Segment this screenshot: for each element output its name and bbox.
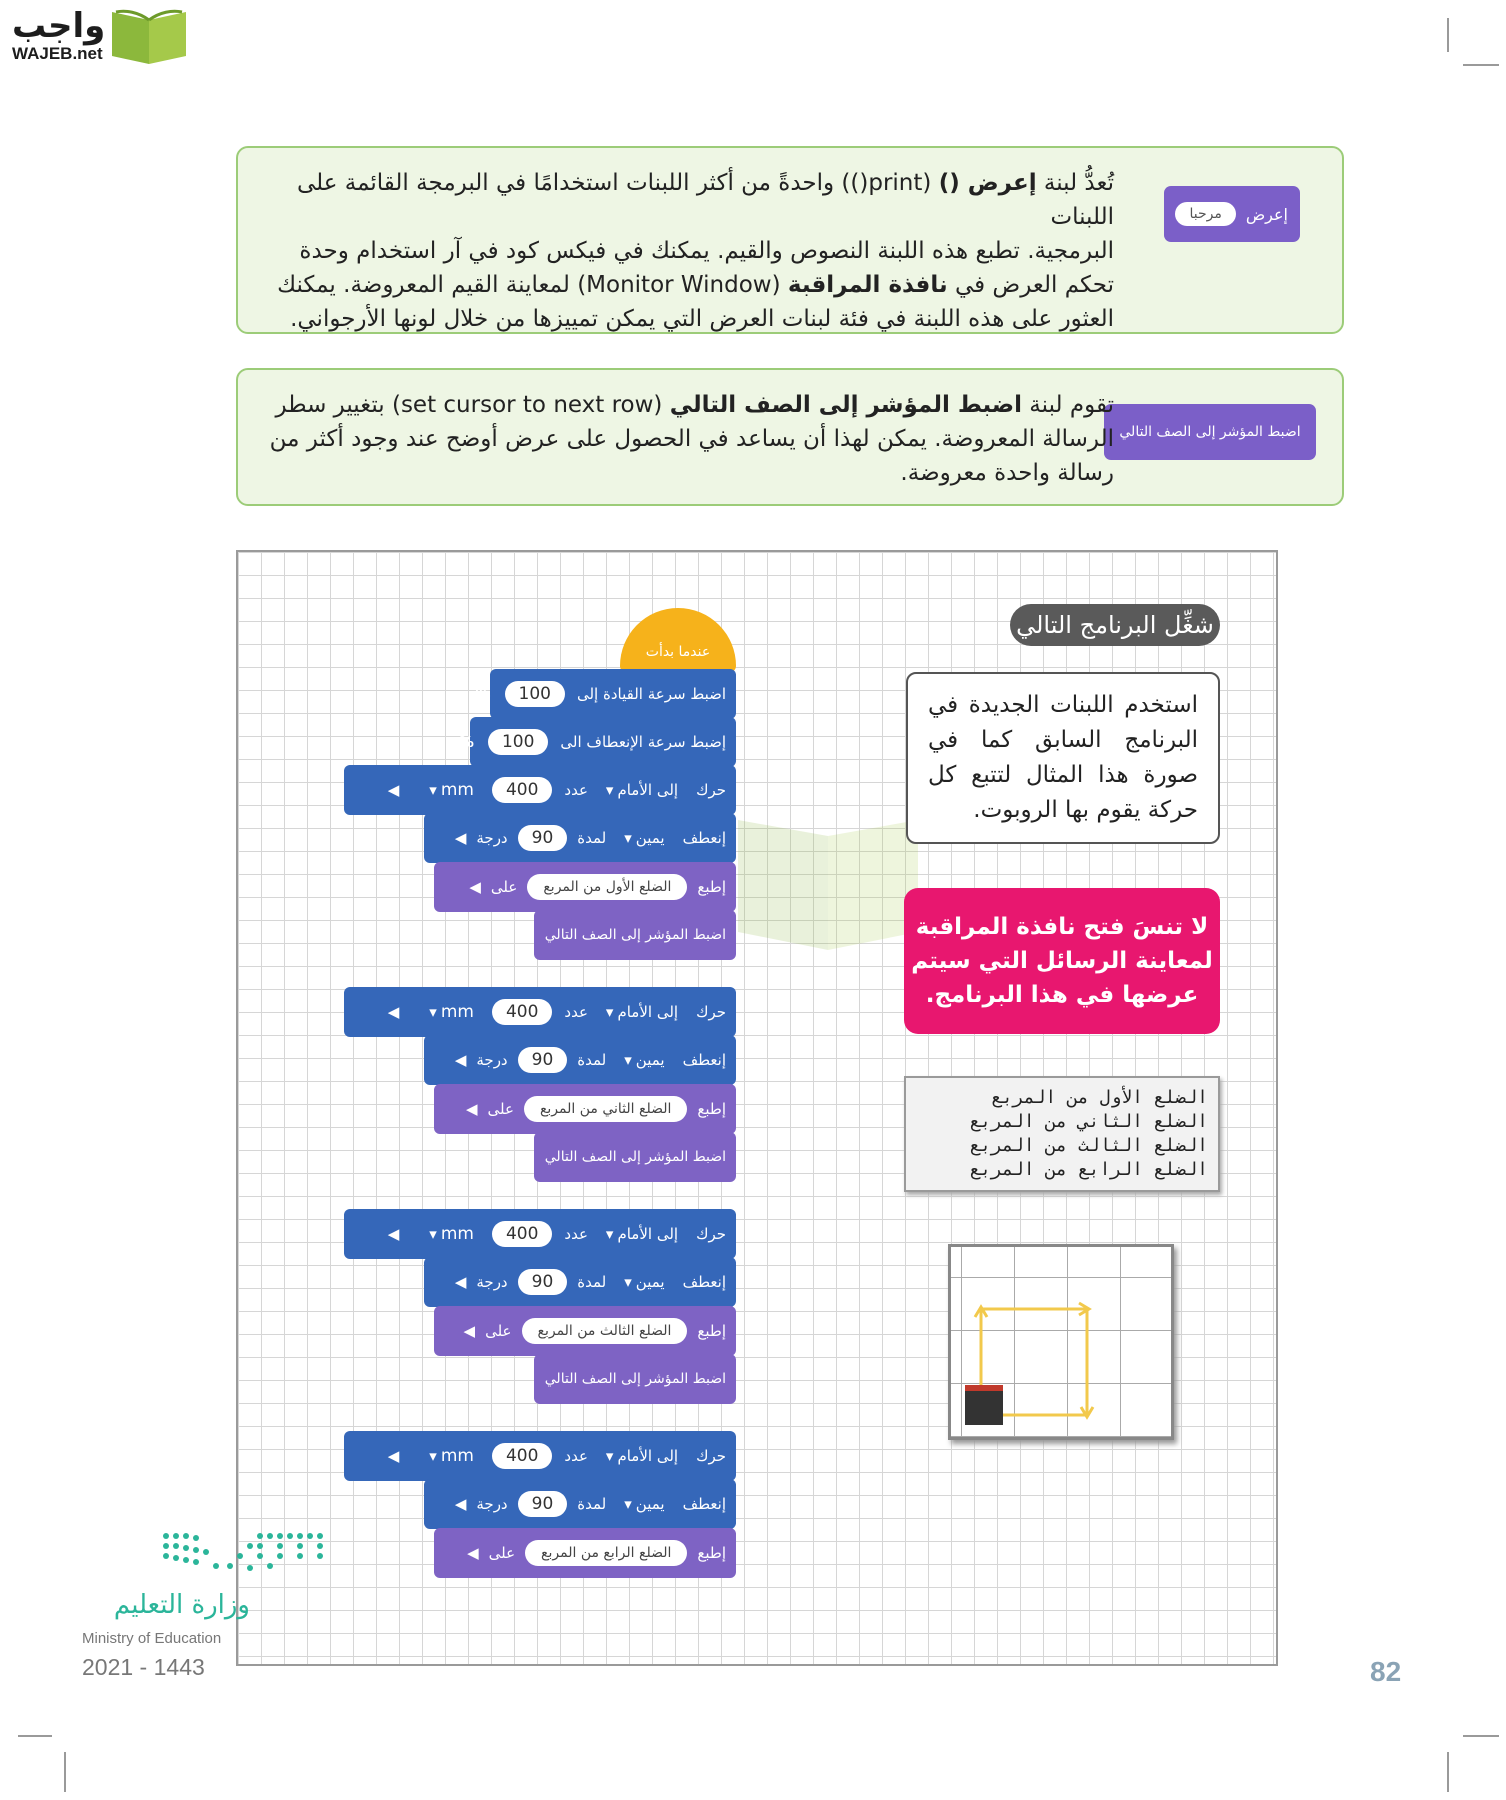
degrees-unit: درجة	[476, 1273, 508, 1292]
print-line-4: العثور على هذه اللبنة في فئة لبنات العرض التي يمكن تمييزها من خلال لونها الأرجواني.	[290, 306, 1114, 332]
by-label: لمدة	[577, 1273, 607, 1292]
vision-dots-icon	[160, 1530, 330, 1580]
print-block[interactable]	[1164, 186, 1300, 242]
reminder-line-3: عرضها في هذا البرنامج.	[925, 982, 1199, 1008]
hat-label: عندما بدأت	[645, 644, 711, 660]
turn-right-block[interactable]	[424, 1035, 736, 1085]
dropdown-arrow-icon: ▾	[429, 781, 437, 799]
degrees-value[interactable]: 90	[518, 1269, 568, 1295]
program-panel	[236, 550, 1278, 1666]
turn-speed-unit: %	[458, 733, 474, 751]
turn-label: إنعطف	[682, 1273, 726, 1292]
print-label: إطبع	[697, 877, 726, 896]
degrees-value[interactable]: 90	[518, 1047, 568, 1073]
distance-value[interactable]: 400	[492, 1221, 552, 1247]
degrees-value[interactable]: 90	[518, 825, 568, 851]
turn-speed-label: إضبط سرعة الإنعطاف الى	[560, 733, 726, 751]
robot-icon	[965, 1385, 1003, 1425]
when-started-hat-block[interactable]	[620, 608, 736, 672]
print-label: إطبع	[697, 1321, 726, 1340]
set-turn-speed-block[interactable]	[458, 717, 736, 767]
run-title	[1010, 604, 1220, 646]
ministry-year: 2021 - 1443	[82, 1654, 205, 1680]
cursor-block[interactable]	[1104, 404, 1316, 460]
cursor-label: اضبط المؤشر إلى الصف التالي	[544, 1148, 726, 1165]
cursor-description	[268, 388, 1114, 490]
expand-arrow-icon[interactable]: ◀	[467, 1543, 479, 1562]
direction-dropdown[interactable]: إلى الأمام	[617, 1225, 679, 1243]
dropdown-arrow-icon: ▾	[429, 1447, 437, 1465]
drive-label: حرك	[696, 1447, 726, 1465]
side-dropdown[interactable]: يمين	[635, 1495, 665, 1514]
direction-dropdown[interactable]: إلى الأمام	[617, 1003, 679, 1021]
unit-dropdown[interactable]: mm	[440, 1002, 474, 1022]
side-dropdown[interactable]: يمين	[635, 1273, 665, 1292]
expand-arrow-icon[interactable]: ◀	[454, 1495, 467, 1514]
crop-mark	[1447, 1752, 1449, 1792]
print-text-value[interactable]: الضلع الأول من المربع	[527, 874, 687, 900]
on-label: على	[488, 1543, 516, 1562]
turn-speed-value[interactable]: 100	[488, 729, 548, 755]
expand-arrow-icon[interactable]: ◀	[463, 1321, 476, 1340]
drive-label: حرك	[696, 1225, 726, 1243]
turn-right-block[interactable]	[424, 1479, 736, 1529]
by-label: لمدة	[577, 1495, 607, 1514]
crop-mark	[1463, 64, 1499, 66]
print-bold-name: إعرض ()	[938, 170, 1037, 196]
cursor-label: اضبط المؤشر إلى الصف التالي	[544, 1370, 726, 1387]
direction-dropdown[interactable]: إلى الأمام	[617, 1447, 679, 1465]
cursor-lead: تقوم لبنة	[1029, 392, 1114, 418]
drive-speed-value[interactable]: 100	[505, 681, 565, 707]
unit-dropdown[interactable]: mm	[440, 1446, 474, 1466]
side-dropdown[interactable]: يمين	[635, 1051, 665, 1070]
cursor-line-3: رسالة واحدة معروضة.	[900, 460, 1114, 486]
print-line-3-bold: نافذة المراقبة	[787, 272, 948, 298]
expand-arrow-icon[interactable]: ◀	[387, 1447, 400, 1465]
cursor-label: اضبط المؤشر إلى الصف التالي	[544, 926, 726, 943]
print-text-block[interactable]	[434, 1084, 736, 1134]
ministry-logo	[80, 1530, 340, 1690]
crop-mark	[64, 1752, 66, 1792]
ministry-arabic: وزارة التعليم	[113, 1590, 250, 1620]
drive-speed-unit: %	[475, 685, 491, 703]
print-rest-1: (print()) واحدةً من أكثر اللبنات استخدامًا في البرمجة القائمة على اللبنات	[296, 170, 1114, 230]
degrees-value[interactable]: 90	[518, 1491, 568, 1517]
turn-label: إنعطف	[682, 1495, 726, 1514]
page-number: 82	[1370, 1656, 1402, 1687]
logo-latin: WAJEB.net	[12, 44, 103, 63]
print-text-value[interactable]: الضلع الرابع من المربع	[525, 1540, 687, 1566]
unit-dropdown[interactable]: mm	[440, 1224, 474, 1244]
cursor-line-2: الرسالة المعروضة. يمكن لهذا أن يساعد في الحصول على عرض أوضح عند وجود أكثر من	[269, 426, 1114, 452]
degrees-unit: درجة	[476, 1495, 508, 1514]
drive-label: حرك	[696, 781, 726, 799]
print-text-block[interactable]	[434, 1528, 736, 1578]
print-lead: تُعدُّ لبنة	[1043, 170, 1114, 196]
dropdown-arrow-icon: ▾	[624, 1495, 632, 1514]
expand-arrow-icon[interactable]: ◀	[454, 829, 467, 848]
monitor-reminder	[904, 888, 1220, 1034]
print-text-value[interactable]: الضلع الثاني من المربع	[524, 1096, 687, 1122]
degrees-unit: درجة	[476, 829, 508, 848]
drive-label: حرك	[696, 1003, 726, 1021]
by-label: لمدة	[577, 1051, 607, 1070]
cursor-bold-name: اضبط المؤشر إلى الصف التالي	[669, 392, 1022, 418]
distance-value[interactable]: 400	[492, 1443, 552, 1469]
for-label: عدد	[564, 1003, 588, 1021]
unit-dropdown[interactable]: mm	[440, 780, 474, 800]
for-label: عدد	[564, 1225, 588, 1243]
print-label: إطبع	[697, 1099, 726, 1118]
print-line-2: البرمجية. تطبع هذه اللبنة النصوص والقيم. يمكنك في فيكس كود في آر استخدام وحدة	[299, 238, 1114, 264]
playground-simulation	[948, 1244, 1174, 1440]
dropdown-arrow-icon: ▾	[624, 1051, 632, 1070]
on-label: على	[490, 877, 518, 896]
cursor-rest-1: (set cursor to next row) بتغيير سطر	[275, 392, 663, 418]
drive-speed-label: اضبط سرعة القيادة إلى	[576, 685, 726, 703]
drive-forward-block[interactable]	[344, 1209, 736, 1259]
print-block-value[interactable]: مرحبا	[1175, 202, 1235, 226]
turn-label: إنعطف	[682, 829, 726, 848]
distance-value[interactable]: 400	[492, 999, 552, 1025]
dropdown-arrow-icon: ▾	[605, 1225, 614, 1243]
watermark-book-icon	[728, 812, 928, 952]
cursor-block-label: اضبط المؤشر إلى الصف التالي	[1119, 424, 1301, 440]
for-label: عدد	[564, 1447, 588, 1465]
book-icon	[108, 6, 190, 66]
print-text-value[interactable]: الضلع الثالث من المربع	[522, 1318, 688, 1344]
dropdown-arrow-icon: ▾	[429, 1225, 437, 1243]
print-label: إطبع	[697, 1543, 726, 1562]
crop-mark	[1463, 1735, 1499, 1737]
tip-text: استخدم اللبنات الجديدة في البرنامج السابق كما في صورة هذا المثال لتتبع كل حركة يقوم بها الروبوت.	[928, 692, 1198, 823]
print-text-block[interactable]	[434, 1306, 736, 1356]
direction-dropdown[interactable]: إلى الأمام	[617, 781, 679, 799]
expand-arrow-icon[interactable]: ◀	[454, 1273, 467, 1292]
degrees-unit: درجة	[476, 1051, 508, 1070]
monitor-window	[904, 1076, 1220, 1192]
by-label: لمدة	[577, 829, 607, 848]
drive-forward-block[interactable]	[344, 987, 736, 1037]
set-cursor-next-row-block[interactable]	[534, 1354, 736, 1404]
print-block-label: إعرض	[1245, 204, 1288, 224]
monitor-line: الضلع الثالث من المربع	[969, 1135, 1208, 1156]
crop-mark	[18, 1735, 52, 1737]
print-line-3a: تحكم العرض في	[954, 272, 1114, 298]
reminder-line-2: لمعاينة الرسائل التي سيتم	[911, 948, 1213, 974]
for-label: عدد	[564, 781, 588, 799]
monitor-line: الضلع الرابع من المربع	[969, 1159, 1208, 1180]
drive-forward-block[interactable]	[344, 765, 736, 815]
expand-arrow-icon[interactable]: ◀	[387, 1225, 400, 1243]
cursor-info-box	[236, 368, 1344, 506]
dropdown-arrow-icon: ▾	[605, 1447, 614, 1465]
dropdown-arrow-icon: ▾	[605, 1003, 614, 1021]
on-label: على	[487, 1099, 514, 1118]
turn-label: إنعطف	[682, 1051, 726, 1070]
ministry-english: Ministry of Education	[82, 1630, 222, 1647]
expand-arrow-icon[interactable]: ◀	[454, 1051, 467, 1070]
expand-arrow-icon[interactable]: ◀	[387, 1003, 400, 1021]
drive-forward-block[interactable]	[344, 1431, 736, 1481]
expand-arrow-icon[interactable]: ◀	[469, 877, 481, 896]
expand-arrow-icon[interactable]: ◀	[387, 781, 400, 799]
dropdown-arrow-icon: ▾	[429, 1003, 437, 1021]
monitor-line: الضلع الثاني من المربع	[969, 1111, 1208, 1132]
wajeb-logo	[10, 6, 190, 68]
expand-arrow-icon[interactable]: ◀	[465, 1099, 478, 1118]
turn-right-block[interactable]	[424, 1257, 736, 1307]
set-drive-speed-block[interactable]	[475, 669, 736, 719]
turn-right-block[interactable]	[424, 813, 736, 863]
print-text-block[interactable]	[434, 862, 736, 912]
print-info-box	[236, 146, 1344, 334]
dropdown-arrow-icon: ▾	[624, 829, 632, 848]
run-title-text: شغِّل البرنامج التالي	[1016, 611, 1214, 639]
print-line-3b: (Monitor Window) لمعاينة القيم المعروضة. يمكنك	[277, 272, 781, 298]
on-label: على	[485, 1321, 512, 1340]
reminder-line-1: لا تنسَ فتح نافذة المراقبة	[915, 914, 1209, 940]
crop-mark	[1447, 18, 1449, 52]
distance-value[interactable]: 400	[492, 777, 552, 803]
side-dropdown[interactable]: يمين	[635, 829, 665, 848]
dropdown-arrow-icon: ▾	[624, 1273, 632, 1292]
dropdown-arrow-icon: ▾	[605, 781, 614, 799]
set-cursor-next-row-block[interactable]	[534, 910, 736, 960]
tip-box	[906, 672, 1220, 844]
logo-arabic: واجب	[12, 6, 106, 46]
monitor-line: الضلع الأول من المربع	[991, 1087, 1208, 1108]
print-description	[268, 166, 1114, 336]
set-cursor-next-row-block[interactable]	[534, 1132, 736, 1182]
